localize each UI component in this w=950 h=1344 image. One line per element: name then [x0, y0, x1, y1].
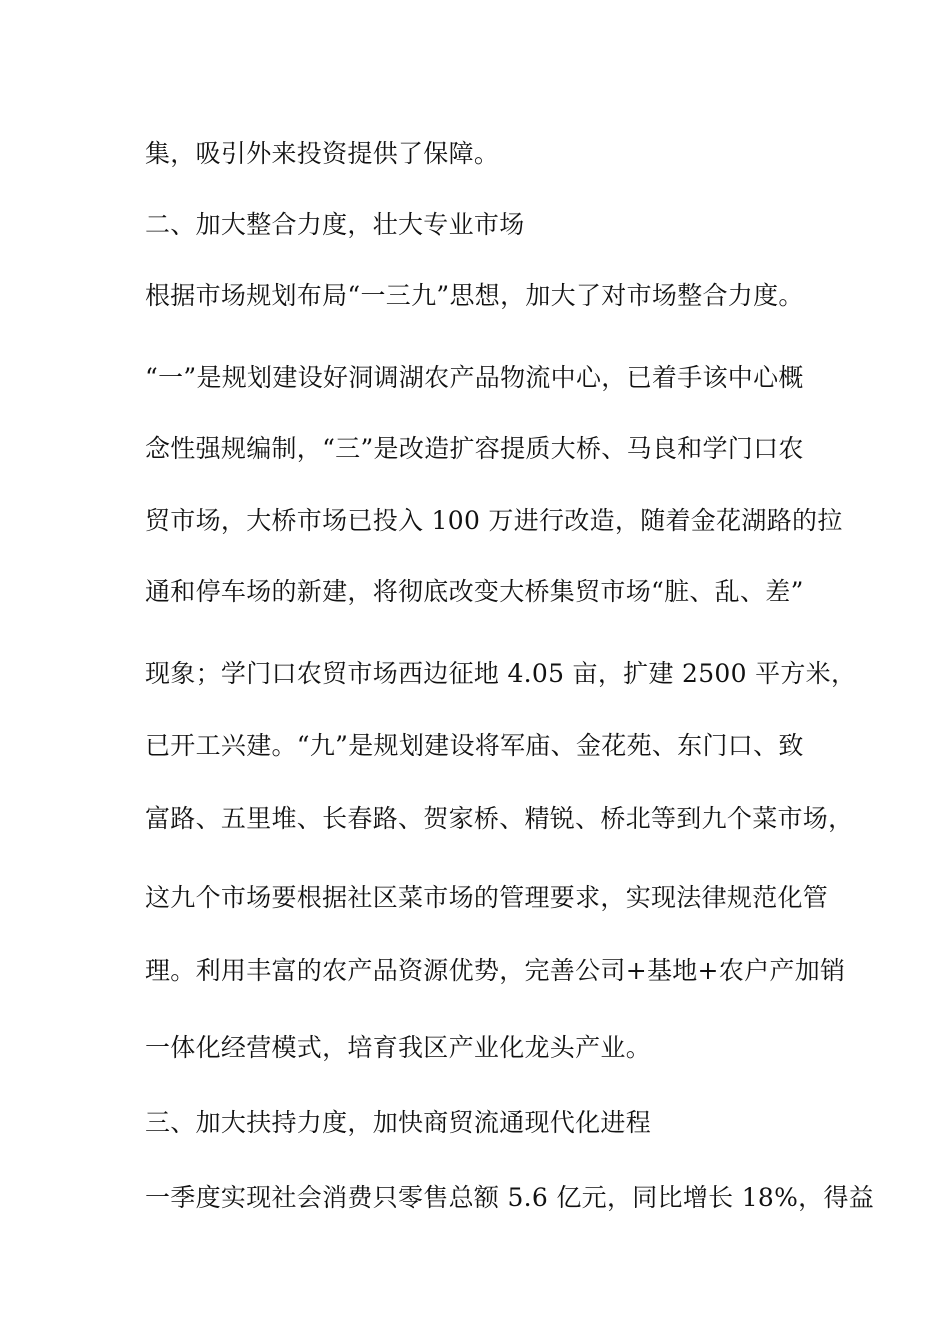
- text-line: 集，吸引外来投资提供了保障。: [145, 139, 500, 168]
- text-line: 这九个市场要根据社区菜市场的管理要求，实现法律规范化管: [145, 883, 829, 912]
- text-line: 已开工兴建。“九”是规划建设将军庙、金花苑、东门口、致: [145, 731, 804, 760]
- text-line: “一”是规划建设好洞调湖农产品物流中心，已着手该中心概: [145, 363, 804, 392]
- text-line: 念性强规编制，“三”是改造扩容提质大桥、马良和学门口农: [145, 434, 804, 463]
- section-heading: 二、加大整合力度，壮大专业市场: [145, 210, 525, 239]
- text-line: 理。利用丰富的农产品资源优势，完善公司+基地+农户产加销: [145, 956, 846, 985]
- text-line: 通和停车场的新建，将彻底改变大桥集贸市场“脏、乱、差”: [145, 577, 804, 606]
- text-line: 现象；学门口农贸市场西边征地 4.05 亩，扩建 2500 平方米，: [145, 659, 857, 688]
- text-line: 根据市场规划布局“一三九”思想，加大了对市场整合力度。: [145, 281, 804, 310]
- section-heading: 三、加大扶持力度，加快商贸流通现代化进程: [145, 1108, 652, 1137]
- text-line: 富路、五里堆、长春路、贺家桥、精锐、桥北等到九个菜市场，: [145, 804, 854, 833]
- text-line: 一体化经营模式，培育我区产业化龙头产业。: [145, 1033, 652, 1062]
- text-line: 贸市场，大桥市场已投入 100 万进行改造，随着金花湖路的拉: [145, 506, 843, 535]
- text-line: 一季度实现社会消费只零售总额 5.6 亿元，同比增长 18%，得益: [145, 1183, 875, 1212]
